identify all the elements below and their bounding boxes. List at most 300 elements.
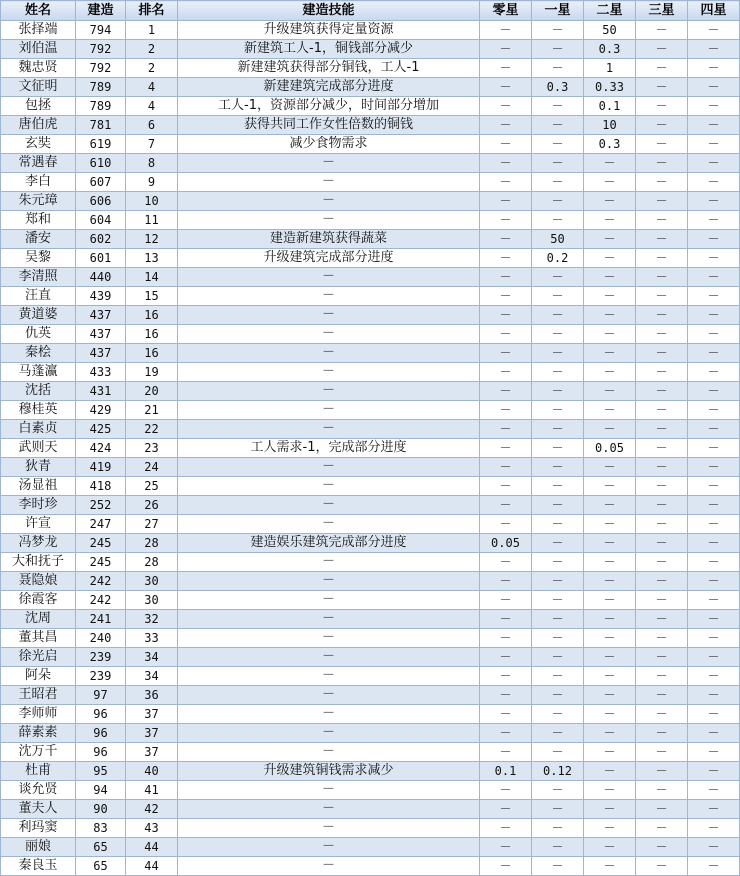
star4-cell[interactable]: － xyxy=(688,78,740,97)
star2-cell[interactable]: － xyxy=(584,553,636,572)
build-cell[interactable]: 242 xyxy=(76,572,126,591)
star3-cell[interactable]: － xyxy=(636,572,688,591)
rank-cell[interactable]: 36 xyxy=(126,686,178,705)
star4-cell[interactable]: － xyxy=(688,857,740,876)
star1-cell[interactable]: － xyxy=(532,591,584,610)
name-cell[interactable]: 冯梦龙 xyxy=(1,534,76,553)
star2-cell[interactable]: － xyxy=(584,477,636,496)
name-cell[interactable]: 穆桂英 xyxy=(1,401,76,420)
star3-cell[interactable]: － xyxy=(636,287,688,306)
star0-cell[interactable]: － xyxy=(480,420,532,439)
name-cell[interactable]: 薛素素 xyxy=(1,724,76,743)
star4-cell[interactable]: － xyxy=(688,382,740,401)
name-cell[interactable]: 白素贞 xyxy=(1,420,76,439)
build-cell[interactable]: 418 xyxy=(76,477,126,496)
skill-cell[interactable]: 建造娱乐建筑完成部分进度 xyxy=(178,534,480,553)
star1-cell[interactable]: 0.2 xyxy=(532,249,584,268)
star1-cell[interactable]: 50 xyxy=(532,230,584,249)
build-cell[interactable]: 604 xyxy=(76,211,126,230)
skill-cell[interactable]: － xyxy=(178,458,480,477)
build-cell[interactable]: 781 xyxy=(76,116,126,135)
star0-cell[interactable]: － xyxy=(480,363,532,382)
star2-cell[interactable]: － xyxy=(584,154,636,173)
skill-cell[interactable]: － xyxy=(178,724,480,743)
build-cell[interactable]: 96 xyxy=(76,724,126,743)
skill-cell[interactable]: － xyxy=(178,363,480,382)
rank-cell[interactable]: 13 xyxy=(126,249,178,268)
star4-cell[interactable]: － xyxy=(688,781,740,800)
name-cell[interactable]: 沈括 xyxy=(1,382,76,401)
build-cell[interactable]: 789 xyxy=(76,97,126,116)
star4-cell[interactable]: － xyxy=(688,154,740,173)
rank-cell[interactable]: 7 xyxy=(126,135,178,154)
star4-cell[interactable]: － xyxy=(688,59,740,78)
star2-cell[interactable]: － xyxy=(584,249,636,268)
star2-cell[interactable]: － xyxy=(584,591,636,610)
star3-cell[interactable]: － xyxy=(636,21,688,40)
build-cell[interactable]: 96 xyxy=(76,705,126,724)
header-rank[interactable]: 排名 xyxy=(126,1,178,21)
rank-cell[interactable]: 23 xyxy=(126,439,178,458)
star0-cell[interactable]: － xyxy=(480,458,532,477)
star2-cell[interactable]: － xyxy=(584,401,636,420)
star0-cell[interactable]: － xyxy=(480,21,532,40)
skill-cell[interactable]: 新建筑工人-1，铜钱部分减少 xyxy=(178,40,480,59)
name-cell[interactable]: 徐光启 xyxy=(1,648,76,667)
name-cell[interactable]: 阿朵 xyxy=(1,667,76,686)
star0-cell[interactable]: － xyxy=(480,135,532,154)
star2-cell[interactable]: － xyxy=(584,572,636,591)
star0-cell[interactable]: － xyxy=(480,781,532,800)
build-cell[interactable]: 94 xyxy=(76,781,126,800)
star3-cell[interactable]: － xyxy=(636,610,688,629)
name-cell[interactable]: 丽娘 xyxy=(1,838,76,857)
rank-cell[interactable]: 2 xyxy=(126,40,178,59)
star4-cell[interactable]: － xyxy=(688,116,740,135)
star0-cell[interactable]: － xyxy=(480,211,532,230)
name-cell[interactable]: 常遇春 xyxy=(1,154,76,173)
star4-cell[interactable]: － xyxy=(688,610,740,629)
star4-cell[interactable]: － xyxy=(688,458,740,477)
skill-cell[interactable]: － xyxy=(178,857,480,876)
star1-cell[interactable]: － xyxy=(532,59,584,78)
star1-cell[interactable]: － xyxy=(532,534,584,553)
star4-cell[interactable]: － xyxy=(688,21,740,40)
skill-cell[interactable]: － xyxy=(178,211,480,230)
star1-cell[interactable]: － xyxy=(532,325,584,344)
build-cell[interactable]: 239 xyxy=(76,667,126,686)
star2-cell[interactable]: － xyxy=(584,230,636,249)
star0-cell[interactable]: － xyxy=(480,591,532,610)
skill-cell[interactable]: － xyxy=(178,781,480,800)
star0-cell[interactable]: － xyxy=(480,344,532,363)
rank-cell[interactable]: 4 xyxy=(126,97,178,116)
star1-cell[interactable]: － xyxy=(532,496,584,515)
name-cell[interactable]: 秦良玉 xyxy=(1,857,76,876)
star4-cell[interactable]: － xyxy=(688,192,740,211)
star1-cell[interactable]: － xyxy=(532,705,584,724)
name-cell[interactable]: 包拯 xyxy=(1,97,76,116)
star3-cell[interactable]: － xyxy=(636,173,688,192)
star2-cell[interactable]: － xyxy=(584,781,636,800)
build-cell[interactable]: 429 xyxy=(76,401,126,420)
rank-cell[interactable]: 9 xyxy=(126,173,178,192)
star0-cell[interactable]: － xyxy=(480,553,532,572)
star2-cell[interactable]: － xyxy=(584,344,636,363)
star2-cell[interactable]: － xyxy=(584,800,636,819)
star3-cell[interactable]: － xyxy=(636,154,688,173)
skill-cell[interactable]: － xyxy=(178,515,480,534)
build-cell[interactable]: 247 xyxy=(76,515,126,534)
rank-cell[interactable]: 27 xyxy=(126,515,178,534)
star0-cell[interactable]: － xyxy=(480,439,532,458)
rank-cell[interactable]: 8 xyxy=(126,154,178,173)
skill-cell[interactable]: 升级建筑完成部分进度 xyxy=(178,249,480,268)
name-cell[interactable]: 许宣 xyxy=(1,515,76,534)
rank-cell[interactable]: 30 xyxy=(126,591,178,610)
name-cell[interactable]: 聂隐娘 xyxy=(1,572,76,591)
star4-cell[interactable]: － xyxy=(688,268,740,287)
star3-cell[interactable]: － xyxy=(636,534,688,553)
name-cell[interactable]: 徐霞客 xyxy=(1,591,76,610)
name-cell[interactable]: 李白 xyxy=(1,173,76,192)
star4-cell[interactable]: － xyxy=(688,534,740,553)
star4-cell[interactable]: － xyxy=(688,173,740,192)
rank-cell[interactable]: 44 xyxy=(126,857,178,876)
name-cell[interactable]: 大和抚子 xyxy=(1,553,76,572)
star0-cell[interactable]: － xyxy=(480,287,532,306)
build-cell[interactable]: 425 xyxy=(76,420,126,439)
star1-cell[interactable]: － xyxy=(532,173,584,192)
star4-cell[interactable]: － xyxy=(688,667,740,686)
name-cell[interactable]: 唐伯虎 xyxy=(1,116,76,135)
star2-cell[interactable]: － xyxy=(584,363,636,382)
star3-cell[interactable]: － xyxy=(636,743,688,762)
skill-cell[interactable]: － xyxy=(178,591,480,610)
star2-cell[interactable]: － xyxy=(584,496,636,515)
rank-cell[interactable]: 37 xyxy=(126,743,178,762)
build-cell[interactable]: 619 xyxy=(76,135,126,154)
rank-cell[interactable]: 41 xyxy=(126,781,178,800)
star1-cell[interactable]: － xyxy=(532,781,584,800)
skill-cell[interactable]: － xyxy=(178,819,480,838)
name-cell[interactable]: 王昭君 xyxy=(1,686,76,705)
star4-cell[interactable]: － xyxy=(688,572,740,591)
skill-cell[interactable]: － xyxy=(178,686,480,705)
star3-cell[interactable]: － xyxy=(636,230,688,249)
rank-cell[interactable]: 34 xyxy=(126,667,178,686)
star0-cell[interactable]: － xyxy=(480,249,532,268)
build-cell[interactable]: 602 xyxy=(76,230,126,249)
name-cell[interactable]: 汤显祖 xyxy=(1,477,76,496)
skill-cell[interactable]: － xyxy=(178,268,480,287)
skill-cell[interactable]: － xyxy=(178,477,480,496)
star1-cell[interactable]: － xyxy=(532,439,584,458)
star2-cell[interactable]: － xyxy=(584,268,636,287)
name-cell[interactable]: 董其昌 xyxy=(1,629,76,648)
star0-cell[interactable]: － xyxy=(480,629,532,648)
header-build[interactable]: 建造 xyxy=(76,1,126,21)
star4-cell[interactable]: － xyxy=(688,97,740,116)
rank-cell[interactable]: 32 xyxy=(126,610,178,629)
star3-cell[interactable]: － xyxy=(636,724,688,743)
skill-cell[interactable]: － xyxy=(178,344,480,363)
star0-cell[interactable]: － xyxy=(480,230,532,249)
header-star1[interactable]: 一星 xyxy=(532,1,584,21)
star4-cell[interactable]: － xyxy=(688,553,740,572)
header-star2[interactable]: 二星 xyxy=(584,1,636,21)
star2-cell[interactable]: － xyxy=(584,819,636,838)
star3-cell[interactable]: － xyxy=(636,97,688,116)
rank-cell[interactable]: 19 xyxy=(126,363,178,382)
star2-cell[interactable]: － xyxy=(584,610,636,629)
build-cell[interactable]: 431 xyxy=(76,382,126,401)
star3-cell[interactable]: － xyxy=(636,591,688,610)
name-cell[interactable]: 仇英 xyxy=(1,325,76,344)
rank-cell[interactable]: 44 xyxy=(126,838,178,857)
star4-cell[interactable]: － xyxy=(688,686,740,705)
star4-cell[interactable]: － xyxy=(688,515,740,534)
name-cell[interactable]: 谈允贤 xyxy=(1,781,76,800)
name-cell[interactable]: 李时珍 xyxy=(1,496,76,515)
build-cell[interactable]: 83 xyxy=(76,819,126,838)
star1-cell[interactable]: － xyxy=(532,743,584,762)
star4-cell[interactable]: － xyxy=(688,401,740,420)
star3-cell[interactable]: － xyxy=(636,648,688,667)
star4-cell[interactable]: － xyxy=(688,211,740,230)
star3-cell[interactable]: － xyxy=(636,268,688,287)
star4-cell[interactable]: － xyxy=(688,819,740,838)
star0-cell[interactable]: 0.1 xyxy=(480,762,532,781)
skill-cell[interactable]: － xyxy=(178,287,480,306)
star3-cell[interactable]: － xyxy=(636,78,688,97)
star4-cell[interactable]: － xyxy=(688,439,740,458)
star0-cell[interactable]: － xyxy=(480,610,532,629)
star0-cell[interactable]: － xyxy=(480,325,532,344)
star3-cell[interactable]: － xyxy=(636,116,688,135)
star0-cell[interactable]: － xyxy=(480,743,532,762)
star1-cell[interactable]: － xyxy=(532,268,584,287)
rank-cell[interactable]: 28 xyxy=(126,534,178,553)
header-star0[interactable]: 零星 xyxy=(480,1,532,21)
skill-cell[interactable]: 新建建筑完成部分进度 xyxy=(178,78,480,97)
build-cell[interactable]: 240 xyxy=(76,629,126,648)
rank-cell[interactable]: 14 xyxy=(126,268,178,287)
star0-cell[interactable]: － xyxy=(480,857,532,876)
skill-cell[interactable]: 工人-1，资源部分减少，时间部分增加 xyxy=(178,97,480,116)
star1-cell[interactable]: － xyxy=(532,800,584,819)
star2-cell[interactable]: － xyxy=(584,838,636,857)
star3-cell[interactable]: － xyxy=(636,762,688,781)
build-cell[interactable]: 794 xyxy=(76,21,126,40)
star4-cell[interactable]: － xyxy=(688,496,740,515)
name-cell[interactable]: 沈万千 xyxy=(1,743,76,762)
build-cell[interactable]: 419 xyxy=(76,458,126,477)
build-cell[interactable]: 96 xyxy=(76,743,126,762)
star1-cell[interactable]: － xyxy=(532,667,584,686)
build-cell[interactable]: 245 xyxy=(76,534,126,553)
name-cell[interactable]: 狄青 xyxy=(1,458,76,477)
name-cell[interactable]: 董夫人 xyxy=(1,800,76,819)
name-cell[interactable]: 郑和 xyxy=(1,211,76,230)
build-cell[interactable]: 242 xyxy=(76,591,126,610)
star2-cell[interactable]: 0.1 xyxy=(584,97,636,116)
star1-cell[interactable]: － xyxy=(532,363,584,382)
rank-cell[interactable]: 34 xyxy=(126,648,178,667)
star2-cell[interactable]: 10 xyxy=(584,116,636,135)
star0-cell[interactable]: － xyxy=(480,648,532,667)
star3-cell[interactable]: － xyxy=(636,211,688,230)
star4-cell[interactable]: － xyxy=(688,306,740,325)
star3-cell[interactable]: － xyxy=(636,686,688,705)
rank-cell[interactable]: 12 xyxy=(126,230,178,249)
build-cell[interactable]: 252 xyxy=(76,496,126,515)
star1-cell[interactable]: － xyxy=(532,135,584,154)
rank-cell[interactable]: 40 xyxy=(126,762,178,781)
skill-cell[interactable]: － xyxy=(178,610,480,629)
name-cell[interactable]: 杜甫 xyxy=(1,762,76,781)
build-cell[interactable]: 437 xyxy=(76,344,126,363)
header-skill[interactable]: 建造技能 xyxy=(178,1,480,21)
star2-cell[interactable]: － xyxy=(584,173,636,192)
star2-cell[interactable]: － xyxy=(584,192,636,211)
star3-cell[interactable]: － xyxy=(636,40,688,59)
rank-cell[interactable]: 11 xyxy=(126,211,178,230)
star1-cell[interactable]: － xyxy=(532,648,584,667)
rank-cell[interactable]: 30 xyxy=(126,572,178,591)
star1-cell[interactable]: － xyxy=(532,838,584,857)
star1-cell[interactable]: － xyxy=(532,40,584,59)
build-cell[interactable]: 65 xyxy=(76,838,126,857)
build-cell[interactable]: 437 xyxy=(76,306,126,325)
name-cell[interactable]: 利玛窦 xyxy=(1,819,76,838)
star1-cell[interactable]: － xyxy=(532,211,584,230)
star4-cell[interactable]: － xyxy=(688,230,740,249)
rank-cell[interactable]: 37 xyxy=(126,724,178,743)
star4-cell[interactable]: － xyxy=(688,40,740,59)
star0-cell[interactable]: － xyxy=(480,401,532,420)
star4-cell[interactable]: － xyxy=(688,477,740,496)
star1-cell[interactable]: － xyxy=(532,382,584,401)
build-cell[interactable]: 90 xyxy=(76,800,126,819)
build-cell[interactable]: 245 xyxy=(76,553,126,572)
name-cell[interactable]: 魏忠贤 xyxy=(1,59,76,78)
star0-cell[interactable]: － xyxy=(480,97,532,116)
build-cell[interactable]: 433 xyxy=(76,363,126,382)
name-cell[interactable]: 吴黎 xyxy=(1,249,76,268)
star1-cell[interactable]: － xyxy=(532,515,584,534)
star3-cell[interactable]: － xyxy=(636,306,688,325)
star1-cell[interactable]: － xyxy=(532,401,584,420)
star1-cell[interactable]: － xyxy=(532,154,584,173)
star1-cell[interactable]: － xyxy=(532,344,584,363)
star3-cell[interactable]: － xyxy=(636,629,688,648)
header-star3[interactable]: 三星 xyxy=(636,1,688,21)
skill-cell[interactable]: － xyxy=(178,705,480,724)
star2-cell[interactable]: － xyxy=(584,420,636,439)
star1-cell[interactable]: － xyxy=(532,287,584,306)
rank-cell[interactable]: 15 xyxy=(126,287,178,306)
star4-cell[interactable]: － xyxy=(688,287,740,306)
star1-cell[interactable]: － xyxy=(532,306,584,325)
rank-cell[interactable]: 33 xyxy=(126,629,178,648)
star4-cell[interactable]: － xyxy=(688,762,740,781)
star2-cell[interactable]: － xyxy=(584,667,636,686)
name-cell[interactable]: 李师师 xyxy=(1,705,76,724)
build-cell[interactable]: 239 xyxy=(76,648,126,667)
star0-cell[interactable]: － xyxy=(480,306,532,325)
skill-cell[interactable]: － xyxy=(178,401,480,420)
rank-cell[interactable]: 16 xyxy=(126,306,178,325)
name-cell[interactable]: 文征明 xyxy=(1,78,76,97)
star1-cell[interactable]: － xyxy=(532,116,584,135)
star3-cell[interactable]: － xyxy=(636,420,688,439)
skill-cell[interactable]: 工人需求-1，完成部分进度 xyxy=(178,439,480,458)
star1-cell[interactable]: 0.3 xyxy=(532,78,584,97)
star4-cell[interactable]: － xyxy=(688,591,740,610)
star3-cell[interactable]: － xyxy=(636,553,688,572)
star0-cell[interactable]: － xyxy=(480,116,532,135)
star4-cell[interactable]: － xyxy=(688,135,740,154)
rank-cell[interactable]: 21 xyxy=(126,401,178,420)
star0-cell[interactable]: － xyxy=(480,572,532,591)
skill-cell[interactable]: － xyxy=(178,629,480,648)
rank-cell[interactable]: 26 xyxy=(126,496,178,515)
star2-cell[interactable]: 0.33 xyxy=(584,78,636,97)
skill-cell[interactable]: 建造新建筑获得蔬菜 xyxy=(178,230,480,249)
name-cell[interactable]: 刘伯温 xyxy=(1,40,76,59)
build-cell[interactable]: 606 xyxy=(76,192,126,211)
rank-cell[interactable]: 37 xyxy=(126,705,178,724)
skill-cell[interactable]: 新建建筑获得部分铜钱，工人-1 xyxy=(178,59,480,78)
star3-cell[interactable]: － xyxy=(636,857,688,876)
star2-cell[interactable]: 0.3 xyxy=(584,40,636,59)
star3-cell[interactable]: － xyxy=(636,496,688,515)
star4-cell[interactable]: － xyxy=(688,743,740,762)
star2-cell[interactable]: － xyxy=(584,629,636,648)
skill-cell[interactable]: － xyxy=(178,306,480,325)
skill-cell[interactable]: － xyxy=(178,800,480,819)
build-cell[interactable]: 437 xyxy=(76,325,126,344)
skill-cell[interactable]: 减少食物需求 xyxy=(178,135,480,154)
name-cell[interactable]: 黄道婆 xyxy=(1,306,76,325)
star1-cell[interactable]: － xyxy=(532,629,584,648)
star0-cell[interactable]: － xyxy=(480,686,532,705)
star3-cell[interactable]: － xyxy=(636,838,688,857)
skill-cell[interactable]: － xyxy=(178,192,480,211)
skill-cell[interactable]: － xyxy=(178,648,480,667)
rank-cell[interactable]: 4 xyxy=(126,78,178,97)
star1-cell[interactable]: － xyxy=(532,97,584,116)
star2-cell[interactable]: － xyxy=(584,762,636,781)
star3-cell[interactable]: － xyxy=(636,192,688,211)
rank-cell[interactable]: 20 xyxy=(126,382,178,401)
skill-cell[interactable]: － xyxy=(178,325,480,344)
star1-cell[interactable]: － xyxy=(532,686,584,705)
star1-cell[interactable]: － xyxy=(532,857,584,876)
name-cell[interactable]: 武则天 xyxy=(1,439,76,458)
build-cell[interactable]: 607 xyxy=(76,173,126,192)
build-cell[interactable]: 65 xyxy=(76,857,126,876)
star3-cell[interactable]: － xyxy=(636,781,688,800)
star0-cell[interactable]: － xyxy=(480,800,532,819)
star2-cell[interactable]: － xyxy=(584,211,636,230)
star2-cell[interactable]: － xyxy=(584,648,636,667)
name-cell[interactable]: 汪直 xyxy=(1,287,76,306)
build-cell[interactable]: 792 xyxy=(76,40,126,59)
skill-cell[interactable]: － xyxy=(178,154,480,173)
star1-cell[interactable]: － xyxy=(532,420,584,439)
